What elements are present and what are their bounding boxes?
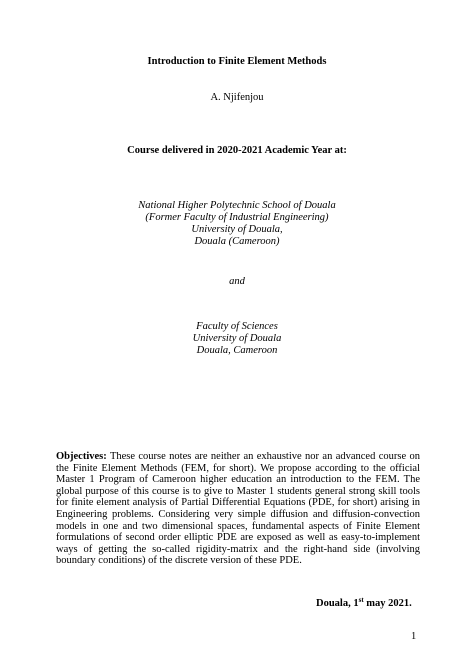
institution-1-line-1: National Higher Polytechnic School of Douala [138,200,336,211]
institution-1-line-3: University of Douala, [191,224,283,235]
author-name: A. Njifenjou [210,92,264,103]
course-delivery-line: Course delivered in 2020-2021 Academic Year at: [127,145,347,156]
institution-block-2 [0,321,474,357]
date-prefix: Douala, 1 [316,598,359,609]
date-suffix: may 2021. [363,598,412,609]
institution-1-line-2: (Former Faculty of Industrial Engineering) [145,212,329,223]
objectives-paragraph [56,451,420,567]
objectives-label: Objectives: [56,451,107,462]
institution-1-line-4: Douala (Cameroon) [194,236,280,247]
institution-2-line-1: Faculty of Sciences [196,321,278,332]
document-title: Introduction to Finite Element Methods [147,56,327,67]
objectives-text: These course notes are neither an exhaustive nor an advanced course on the Finite Element Methods (FEM, for short). We propose according to the official Master 1 Program of Cameroon higher education an introduction to the FEM. The global purpose of this course is to give to Master 1 students general strong skill tools for finite element analysis of Partial Differential Equations (PDE, for short) arising in Engineering problems. Considering very simple diffusion and diffusion-convection models in one and two dimensional spaces, fundamental aspects of Finite Element formulations of second order elliptic PDE are exposed as well as easy-to-implement ways of getting the so-called rigidity-matrix and the right-hand side (involving boundary conditions) of the discrete version of these PDE. [56,451,421,567]
date-line [316,598,412,609]
date-superscript: st [358,596,364,604]
page-number: 1 [411,631,417,642]
institution-2-line-3: Douala, Cameroon [196,345,278,356]
institution-block-1 [0,200,474,248]
conjunction-and: and [229,276,245,287]
institution-2-line-2: University of Douala [192,333,282,344]
